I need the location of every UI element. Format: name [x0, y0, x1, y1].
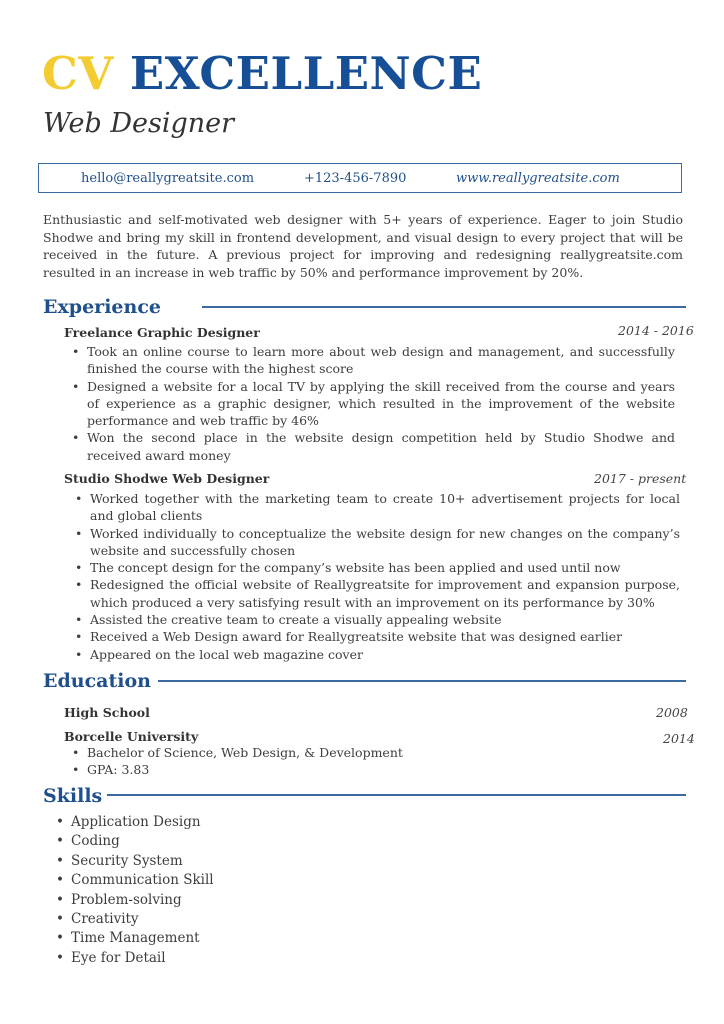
job-bullets-studio-shodwe — [72, 490, 680, 663]
list-item: • Designed a website for a local TV by applying the skill received from the course and years of experience as a graphic designer, which resulted in the improvement of the website performance and web traffic by 46% — [69, 378, 675, 430]
skill-item: • Security System — [53, 852, 353, 871]
skills-section-title: Skills — [43, 785, 103, 807]
experience-section-title: Experience — [43, 296, 161, 318]
education-bullets-borcelle — [69, 744, 669, 779]
list-item: • Worked together with the marketing team to create 10+ advertisement projects for local and global clients — [72, 490, 680, 525]
skill-item: • Application Design — [53, 813, 353, 832]
job-dates-studio-shodwe: 2017 - present — [594, 471, 687, 486]
job-dates-freelance: 2014 - 2016 — [618, 323, 694, 338]
education-year-high-school: 2008 — [656, 705, 688, 720]
list-item: • Took an online course to learn more about web design and management, and successfully finished the course with the highest score — [69, 343, 675, 378]
list-item: • Assisted the creative team to create a visually appealing website — [72, 611, 680, 628]
education-divider — [158, 680, 686, 682]
skill-item: • Time Management — [53, 929, 353, 948]
list-item: • Won the second place in the website design competition held by Studio Shodwe and received award money — [69, 429, 675, 464]
education-year-borcelle: 2014 — [663, 731, 695, 746]
skills-divider — [107, 794, 686, 796]
job-bullets-freelance — [69, 343, 675, 464]
list-item: • Received a Web Design award for Reallygreatsite website that was designed earlier — [72, 628, 680, 645]
education-name-borcelle: Borcelle University — [64, 729, 199, 744]
contact-phone: +123-456-7890 — [304, 171, 407, 186]
contact-email-link[interactable]: hello@reallygreatsite.com — [81, 171, 255, 186]
job-role-title: Web Designer — [43, 108, 235, 139]
skill-item: • Problem-solving — [53, 891, 353, 910]
resume-brand-title — [42, 46, 482, 102]
contact-website-link[interactable]: www.reallygreatsite.com — [456, 171, 620, 186]
list-item: • The concept design for the company’s website has been applied and used until now — [72, 559, 680, 576]
profile-summary: Enthusiastic and self-motivated web designer with 5+ years of experience. Eager to join Studio Shodwe and bring my skill in frontend development, and visual design to every project that will be received in the future. A previous project for improving and redesigning reallygreatsite.com resulted in an increase in web traffic by 50% and performance improvement by 20%. — [43, 212, 683, 280]
skills-list — [53, 813, 353, 968]
job-title-studio-shodwe: Studio Shodwe Web Designer — [64, 471, 270, 486]
list-item: • Worked individually to conceptualize the website design for new changes on the company’s website and successfully chosen — [72, 525, 680, 560]
skill-item: • Coding — [53, 832, 353, 851]
skill-item: • Communication Skill — [53, 871, 353, 890]
job-title-freelance: Freelance Graphic Designer — [64, 325, 260, 340]
list-item: • Appeared on the local web magazine cover — [72, 646, 680, 663]
brand-part-cv: CV — [42, 47, 114, 100]
education-section-title: Education — [43, 670, 151, 692]
skill-item: • Creativity — [53, 910, 353, 929]
list-item: • Bachelor of Science, Web Design, & Development — [69, 744, 669, 761]
skill-item: • Eye for Detail — [53, 949, 353, 968]
list-item: • GPA: 3.83 — [69, 761, 669, 778]
list-item: • Redesigned the official website of Reallygreatsite for improvement and expansion purpose, which produced a very satisfying result with an improvement on its performance by 30% — [72, 576, 680, 611]
education-name-high-school: High School — [64, 705, 150, 720]
experience-divider — [202, 306, 686, 308]
brand-part-excellence: EXCELLENCE — [129, 47, 483, 100]
